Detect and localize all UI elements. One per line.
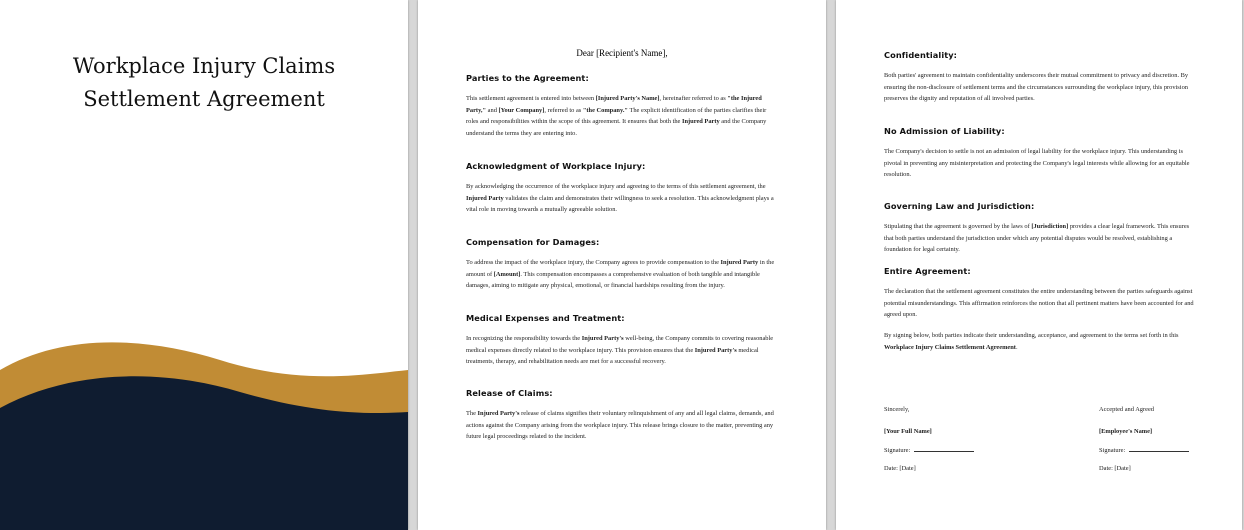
sig-right-signature: Signature: (1099, 447, 1189, 454)
section-text-release: The Injured Party's release of claims signifies their voluntary relinquishment of any and all legal claims, demands, and actions against the Company arising from the workplace injury. This release brings closure to the matter, preventing any future legal proceedings related to the incident. (466, 410, 774, 441)
section-heading-release: Release of Claims: (466, 388, 553, 398)
sig-right-closing: Accepted and Agreed (1099, 406, 1155, 413)
salutation: Dear [Recipient's Name], (576, 48, 668, 58)
section-text-governing-law: Stipulating that the agreement is governed by the laws of [Jurisdiction] provides a clear legal framework. This ensures that both parties understand the jurisdiction under which any potential disputes would be resolved, establishing a foundation for legal certainty. (884, 223, 1190, 254)
section-text-medical: In recognizing the responsibility towards the Injured Party's well-being, the Company commits to covering reasonable medical expenses directly related to the workplace injury. This provision ensures that the Injured Party's medical treatments, therapy, and rehabilitation needs are met for a successful recovery. (466, 335, 774, 366)
cover-wave-graphic (0, 340, 408, 530)
section-heading-entire-agreement: Entire Agreement: (884, 266, 971, 276)
section-heading-medical: Medical Expenses and Treatment: (466, 313, 625, 323)
section-text-compensation: To address the impact of the workplace injury, the Company agrees to provide compensation to the Injured Party in the amount of [Amount]. This compensation encompasses a comprehensive evaluation of both tangible and intangible damages, aiming to mitigate any physical, emotional, or financial hardships resulting from the injury. (466, 259, 775, 290)
section-heading-confidentiality: Confidentiality: (884, 50, 958, 60)
sig-left-date: Date: [Date] (884, 465, 916, 472)
sig-right-date: Date: [Date] (1099, 465, 1131, 472)
section-text-no-admission: The Company's decision to settle is not an admission of legal liability for the workplace injury. This understanding is pivotal in preventing any misinterpretation and protecting the Company's legal interests while allowing for an equitable resolution. (884, 148, 1190, 179)
sig-left-closing: Sincerely, (884, 406, 910, 413)
cover-title-line-2: Settlement Agreement (83, 87, 325, 111)
section-heading-acknowledgment: Acknowledgment of Workplace Injury: (466, 161, 646, 171)
signature-line (914, 451, 974, 452)
signature-line (1129, 451, 1189, 452)
section-text-parties: This settlement agreement is entered into between [Injured Party's Name], hereinafter referred to as "the Injured Party," and [Your Company], referred to as "the Company." The explicit identification of the parties clarifies their roles and responsibilities within the scope of this agreement. It ensures that both the Injured Party and the Company understand the terms they are entering into. (466, 95, 767, 137)
section-heading-no-admission: No Admission of Liability: (884, 126, 1005, 136)
agreement-page-3 (836, 0, 1242, 530)
sig-right-name: [Employee's Name] (1099, 428, 1153, 435)
section-text-acknowledgment: By acknowledging the occurrence of the workplace injury and agreeing to the terms of this settlement agreement, the Injured Party validates the claim and demonstrates their willingness to seek a resolution. This acknowledgment plays a vital role in moving towards a mutually agreeable solution. (466, 183, 774, 214)
section-heading-governing-law: Governing Law and Jurisdiction: (884, 201, 1035, 211)
cover-page (0, 0, 408, 530)
section-text-entire-agreement: The declaration that the settlement agreement constitutes the entire understanding between the parties safeguards against potential misunderstandings. This affirmation reinforces the notion that all pertinent matters have been accounted for and agreed upon. (884, 288, 1194, 319)
agreement-page-2 (418, 0, 826, 530)
sig-left-name: [Your Full Name] (884, 428, 932, 435)
section-heading-parties: Parties to the Agreement: (466, 73, 589, 83)
section-heading-compensation: Compensation for Damages: (466, 237, 600, 247)
section-text-confidentiality: Both parties' agreement to maintain confidentiality underscores their mutual commitment to privacy and discretion. By ensuring the non-disclosure of settlement terms and the circumstances surrounding the workplace injury, this provision preserves the dignity and reputation of all involved parties. (884, 72, 1189, 103)
cover-title-line-1: Workplace Injury Claims (72, 54, 336, 78)
sig-left-signature: Signature: (884, 447, 974, 454)
signing-statement: By signing below, both parties indicate their understanding, acceptance, and agreement to the terms set forth in this Workplace Injury Claims Settlement Agreement. (884, 332, 1179, 351)
cover-title (0, 50, 408, 116)
